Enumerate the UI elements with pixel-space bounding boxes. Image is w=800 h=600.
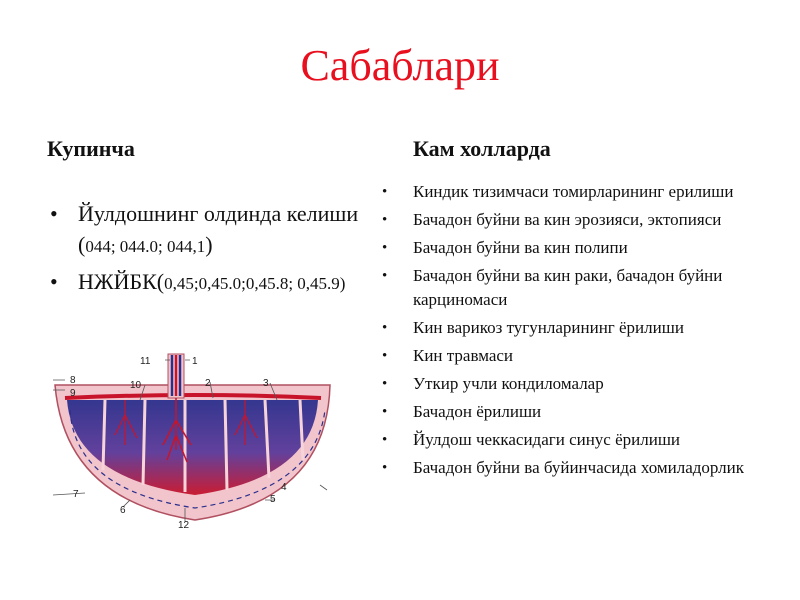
list-item <box>382 180 762 204</box>
label-3: 3 <box>263 378 269 389</box>
label-11: 11 <box>140 356 151 367</box>
label-4: 4 <box>281 482 287 493</box>
item-text: Кин варикоз тугунларининг ёрилиши <box>413 318 684 337</box>
slide-title: Сабаблари <box>300 41 500 90</box>
bullet-icon: • <box>382 348 388 364</box>
bullet-icon: • <box>382 376 388 392</box>
bullet-icon: • <box>50 201 58 226</box>
bullet-icon: • <box>382 268 388 284</box>
item-text: Бачадон буйни ва кин раки, бачадон буйни карциномаси <box>413 266 723 309</box>
placenta-diagram <box>45 350 345 530</box>
label-6: 6 <box>120 505 126 516</box>
label-10: 10 <box>130 380 142 391</box>
label-9: 9 <box>70 388 76 399</box>
bullet-icon: • <box>382 404 388 420</box>
label-5: 5 <box>270 494 276 505</box>
right-column-heading: Кам холларда <box>413 136 551 161</box>
label-12: 12 <box>178 520 190 530</box>
item-text: Йулдош чеккасидаги синус ёрилиши <box>413 430 681 449</box>
bullet-icon: • <box>382 212 388 228</box>
item-text: Кин травмаси <box>413 346 514 365</box>
item-text: Бачадон ёрилиши <box>413 402 542 421</box>
list-item <box>382 400 762 424</box>
list-item <box>48 266 368 299</box>
list-item <box>48 198 368 262</box>
bullet-icon: • <box>382 184 388 200</box>
bullet-icon: • <box>382 460 388 476</box>
bullet-icon: • <box>382 240 388 256</box>
bullet-icon: • <box>382 432 388 448</box>
label-1: 1 <box>192 356 198 367</box>
bullet-icon: • <box>50 269 58 294</box>
common-causes-list <box>48 198 368 303</box>
item-text: Киндик тизимчаси томирларининг ерилиши <box>413 182 734 201</box>
item-close: ) <box>205 232 213 257</box>
left-column-heading: Купинча <box>47 136 135 161</box>
list-item <box>382 264 762 312</box>
bullet-icon: • <box>382 320 388 336</box>
list-item <box>382 208 762 232</box>
item-text: Уткир учли кондиломалар <box>413 374 604 393</box>
list-item <box>382 316 762 340</box>
list-item <box>382 428 762 452</box>
list-item <box>382 344 762 368</box>
item-text: Бачадон буйни ва буйинчасида хомиладорлик <box>413 458 745 477</box>
item-text: Йулдошнинг олдинда келиши ( <box>78 201 359 257</box>
item-codes: 044; 044.0; 044,1 <box>85 237 206 256</box>
label-8: 8 <box>70 375 76 386</box>
rare-causes-list <box>382 180 762 484</box>
item-codes: 0,45;0,45.0;0,45.8; 0,45.9) <box>164 274 346 293</box>
label-2: 2 <box>205 378 211 389</box>
item-text: Бачадон буйни ва кин полипи <box>413 238 628 257</box>
item-text: НЖЙБК( <box>78 269 165 294</box>
list-item <box>382 372 762 396</box>
label-7: 7 <box>73 489 79 500</box>
item-text: Бачадон буйни ва кин эрозияси, эктопияси <box>413 210 722 229</box>
list-item <box>382 236 762 260</box>
list-item <box>382 456 762 480</box>
